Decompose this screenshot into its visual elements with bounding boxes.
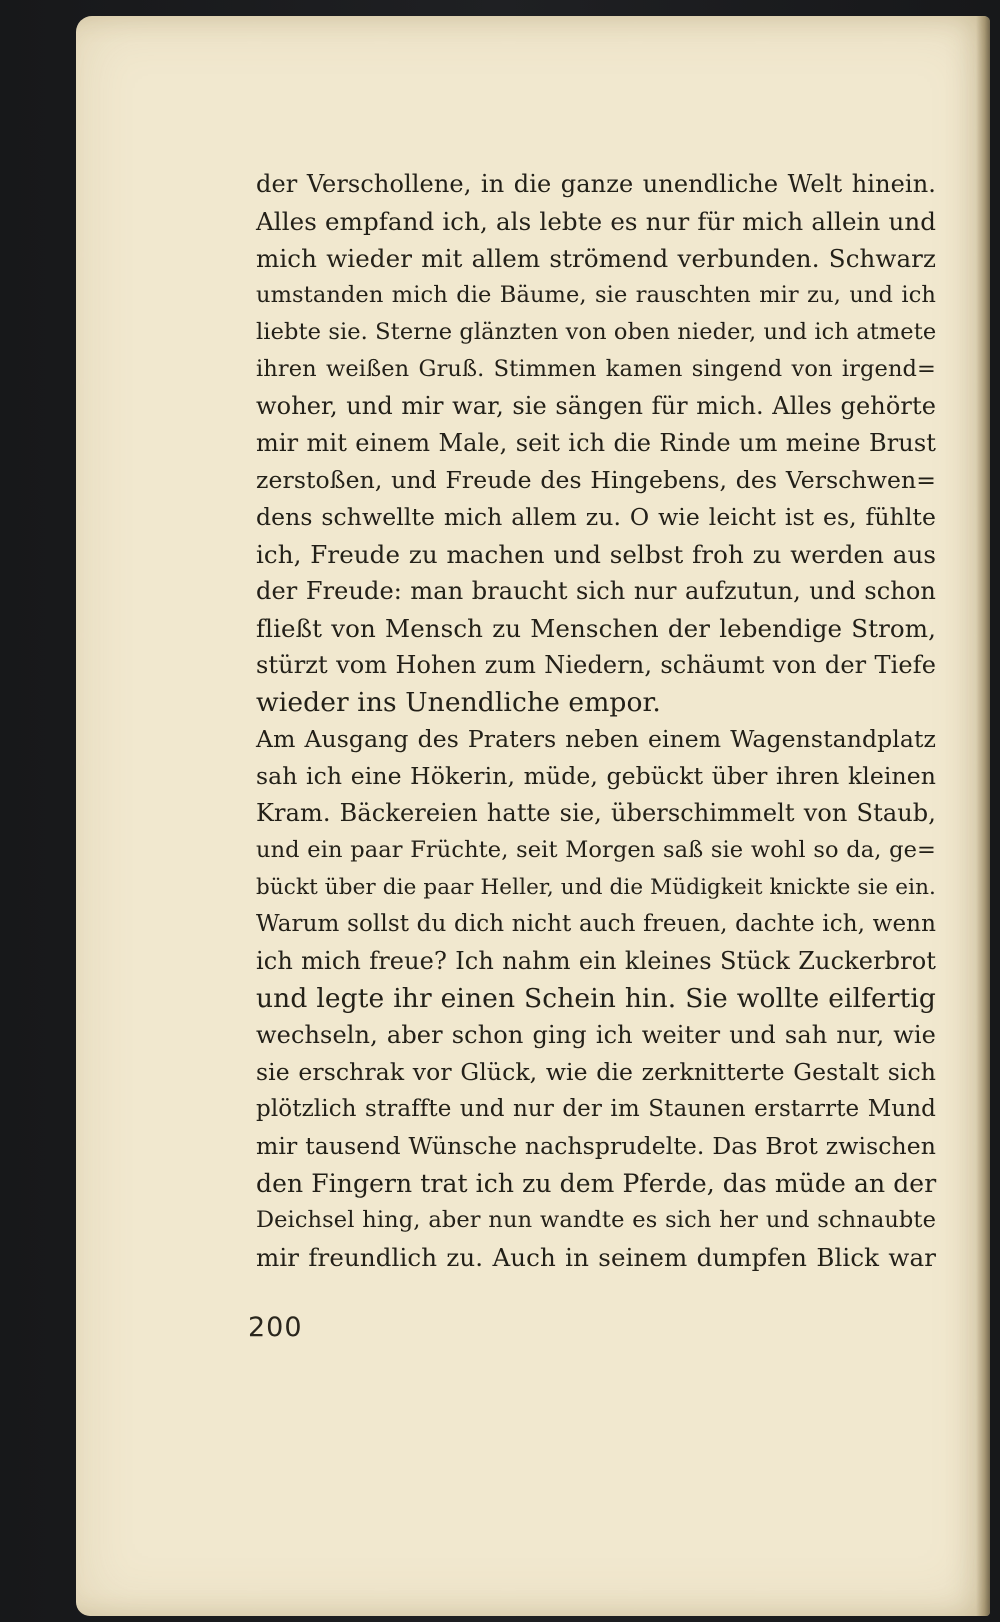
text-line-26: plötzlich straffte und nur der im Staunen erstarrte Mund (256, 1096, 936, 1122)
text-line-14: stürzt vom Hohen zum Niedern, schäumt von der Tiefe (256, 651, 936, 679)
text-line-5: liebte sie. Sterne glänzten von oben nieder, und ich atmete (256, 319, 937, 345)
page-edge-shadow (976, 16, 990, 1616)
text-line-11: ich, Freude zu machen und selbst froh zu werden aus (256, 540, 936, 569)
text-line-15: wieder ins Unendliche empor. (256, 687, 661, 718)
text-line-6: ihren weißen Gruß. Stimmen kamen singend von irgend= (256, 356, 936, 382)
text-line-16: Am Ausgang des Praters neben einem Wagenstandplatz (256, 725, 936, 753)
text-line-27: mir tausend Wünsche nachsprudelte. Das Brot zwischen (256, 1132, 936, 1160)
text-line-21: Warum sollst du dich nicht auch freuen, dachte ich, wenn (256, 911, 936, 937)
text-line-17: sah ich eine Hökerin, müde, gebückt über ihren kleinen (256, 762, 936, 790)
text-line-23: und legte ihr einen Schein hin. Sie wollte eilfertig (256, 983, 936, 1014)
text-line-29: Deichsel hing, aber nun wandte es sich her und schnaubte (256, 1207, 936, 1233)
body-text (256, 166, 936, 1276)
page-number: 200 (248, 1312, 303, 1343)
text-line-20: bückt über die paar Heller, und die Müdigkeit knickte sie ein. (256, 875, 936, 900)
text-line-28: den Fingern trat ich zu dem Pferde, das müde an der (256, 1169, 937, 1198)
text-line-22: ich mich freue? Ich nahm ein kleines Stück Zuckerbrot (256, 947, 936, 975)
text-line-12: der Freude: man braucht sich nur aufzutun, und schon (256, 577, 936, 605)
text-line-8: mir mit einem Male, seit ich die Rinde um meine Brust (256, 429, 936, 457)
text-line-10: dens schwellte mich allem zu. O wie leicht ist es, fühlte (256, 503, 936, 531)
text-line-30: mir freundlich zu. Auch in seinem dumpfen Blick war (256, 1243, 936, 1272)
text-line-18: Kram. Bäckereien hatte sie, überschimmelt von Staub, (256, 799, 936, 827)
text-line-19: und ein paar Früchte, seit Morgen saß sie wohl so da, ge= (256, 837, 936, 863)
text-line-2: Alles empfand ich, als lebte es nur für mich allein und (256, 207, 936, 236)
text-line-13: fließt von Mensch zu Menschen der lebendige Strom, (256, 614, 936, 643)
text-line-4: umstanden mich die Bäume, sie rauschten mir zu, und ich (256, 282, 936, 308)
text-line-25: sie erschrak vor Glück, wie die zerknitterte Gestalt sich (256, 1058, 936, 1086)
text-line-3: mich wieder mit allem strömend verbunden. Schwarz (256, 244, 936, 273)
text-line-9: zerstoßen, und Freude des Hingebens, des Verschwen= (256, 466, 936, 494)
text-line-24: wechseln, aber schon ging ich weiter und sah nur, wie (256, 1021, 936, 1049)
text-line-7: woher, und mir war, sie sängen für mich. Alles gehörte (256, 392, 936, 420)
text-line-1: der Verschollene, in die ganze unendliche Welt hinein. (256, 170, 936, 198)
